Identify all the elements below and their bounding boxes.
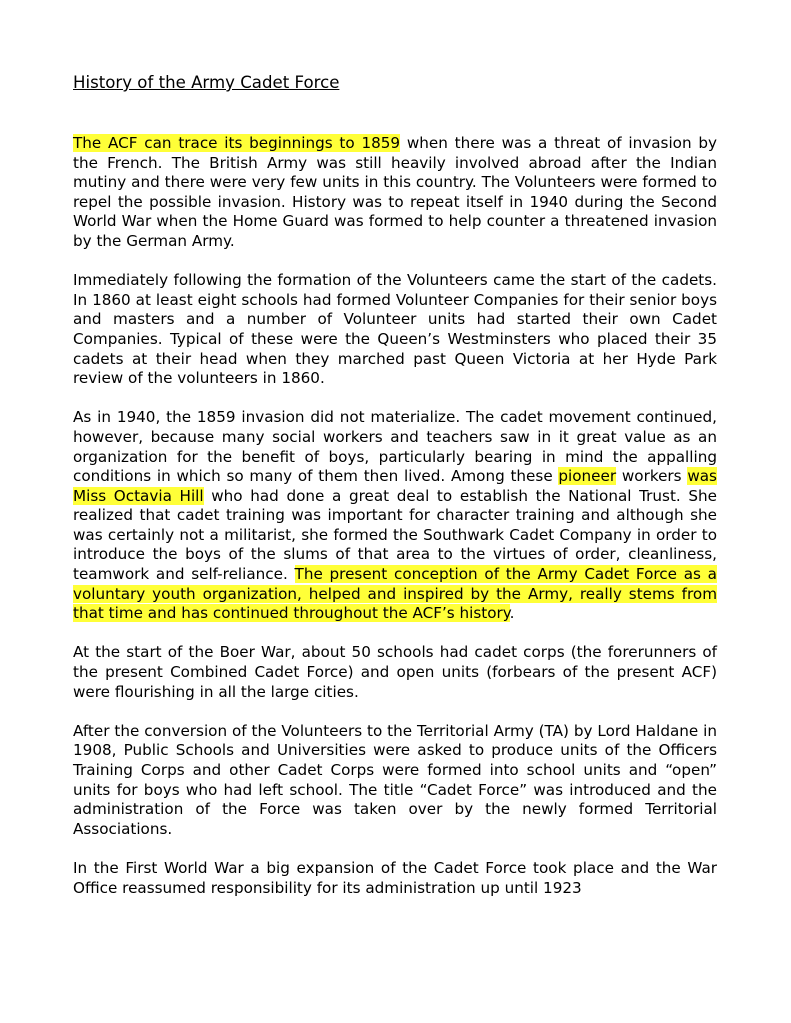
text-segment: workers	[616, 467, 688, 486]
document-body	[73, 134, 717, 898]
text-segment: After the conversion of the Volunteers to the Territorial Army (TA) by Lord Haldane in 1908, Public Schools and Universities were asked to produce units of the Officers Training Corps and other Cadet Corps were formed into school units and “open” units for boys who had left school. The title “Cadet Force” was introduced and the administration of the Force was taken over by the newly formed Territorial Associations.	[73, 721, 717, 838]
highlighted-text: pioneer	[558, 467, 617, 486]
paragraph	[73, 643, 717, 702]
text-segment: .	[509, 604, 515, 623]
highlighted-text: The present conception of the Army Cadet Force as a voluntary youth organization, helped and inspired by the Army, really stems from that time and has continued throughout the ACF’s history	[73, 565, 717, 623]
highlighted-text: The ACF can trace its beginnings to 1859	[73, 134, 401, 152]
paragraph	[73, 271, 717, 389]
document-page	[73, 70, 717, 918]
paragraph	[73, 722, 717, 840]
highlighted-text: was	[687, 467, 717, 486]
highlighted-text: Miss Octavia Hill	[73, 486, 204, 505]
paragraph	[73, 408, 717, 624]
text-segment: Immediately following the formation of the Volunteers came the start of the cadets. In 1860 at least eight schools had formed Volunteer Companies for their senior boys and masters and a number of Volunteer units had started their own Cadet Companies. Typical of these were the Queen’s Westminsters who placed their 35 cadets at their head when they marched past Queen Victoria at her Hyde Park review of the volunteers in 1860.	[73, 271, 717, 388]
paragraph	[73, 859, 717, 898]
document-title: History of the Army Cadet Force	[73, 73, 340, 92]
text-segment: In the First World War a big expansion of the Cadet Force took place and the War Office reassumed responsibility for its administration up until 1923	[73, 858, 717, 897]
text-segment: As in 1940, the 1859 invasion did not materialize. The cadet movement continued, however, because many social workers and teachers saw in it great value as an organization for the benefit of boys, particularly bearing in mind the appalling conditions in which so many of them then lived. Among these	[73, 408, 717, 486]
text-segment: At the start of the Boer War, about 50 schools had cadet corps (the forerunners of the present Combined Cadet Force) and open units (forbears of the present ACF) were flourishing in all the large cities.	[73, 643, 717, 701]
text-segment: when there was a threat of invasion by the French. The British Army was still heavily involved abroad after the Indian mutiny and there were very few units in this country. The Volunteers were formed to repel the possible invasion. History was to repeat itself in 1940 during the Second World War when the Home Guard was formed to help counter a threatened invasion by the German Army.	[73, 134, 717, 250]
paragraph	[73, 134, 717, 252]
text-segment: who had done a great deal to establish the National Trust. She realized that cadet training was important for character training and although she was certainly not a militarist, she formed the Southwark Cadet Company in order to introduce the boys of the slums of that area to the virtues of order, cleanliness, teamwork and self-reliance.	[73, 486, 717, 584]
